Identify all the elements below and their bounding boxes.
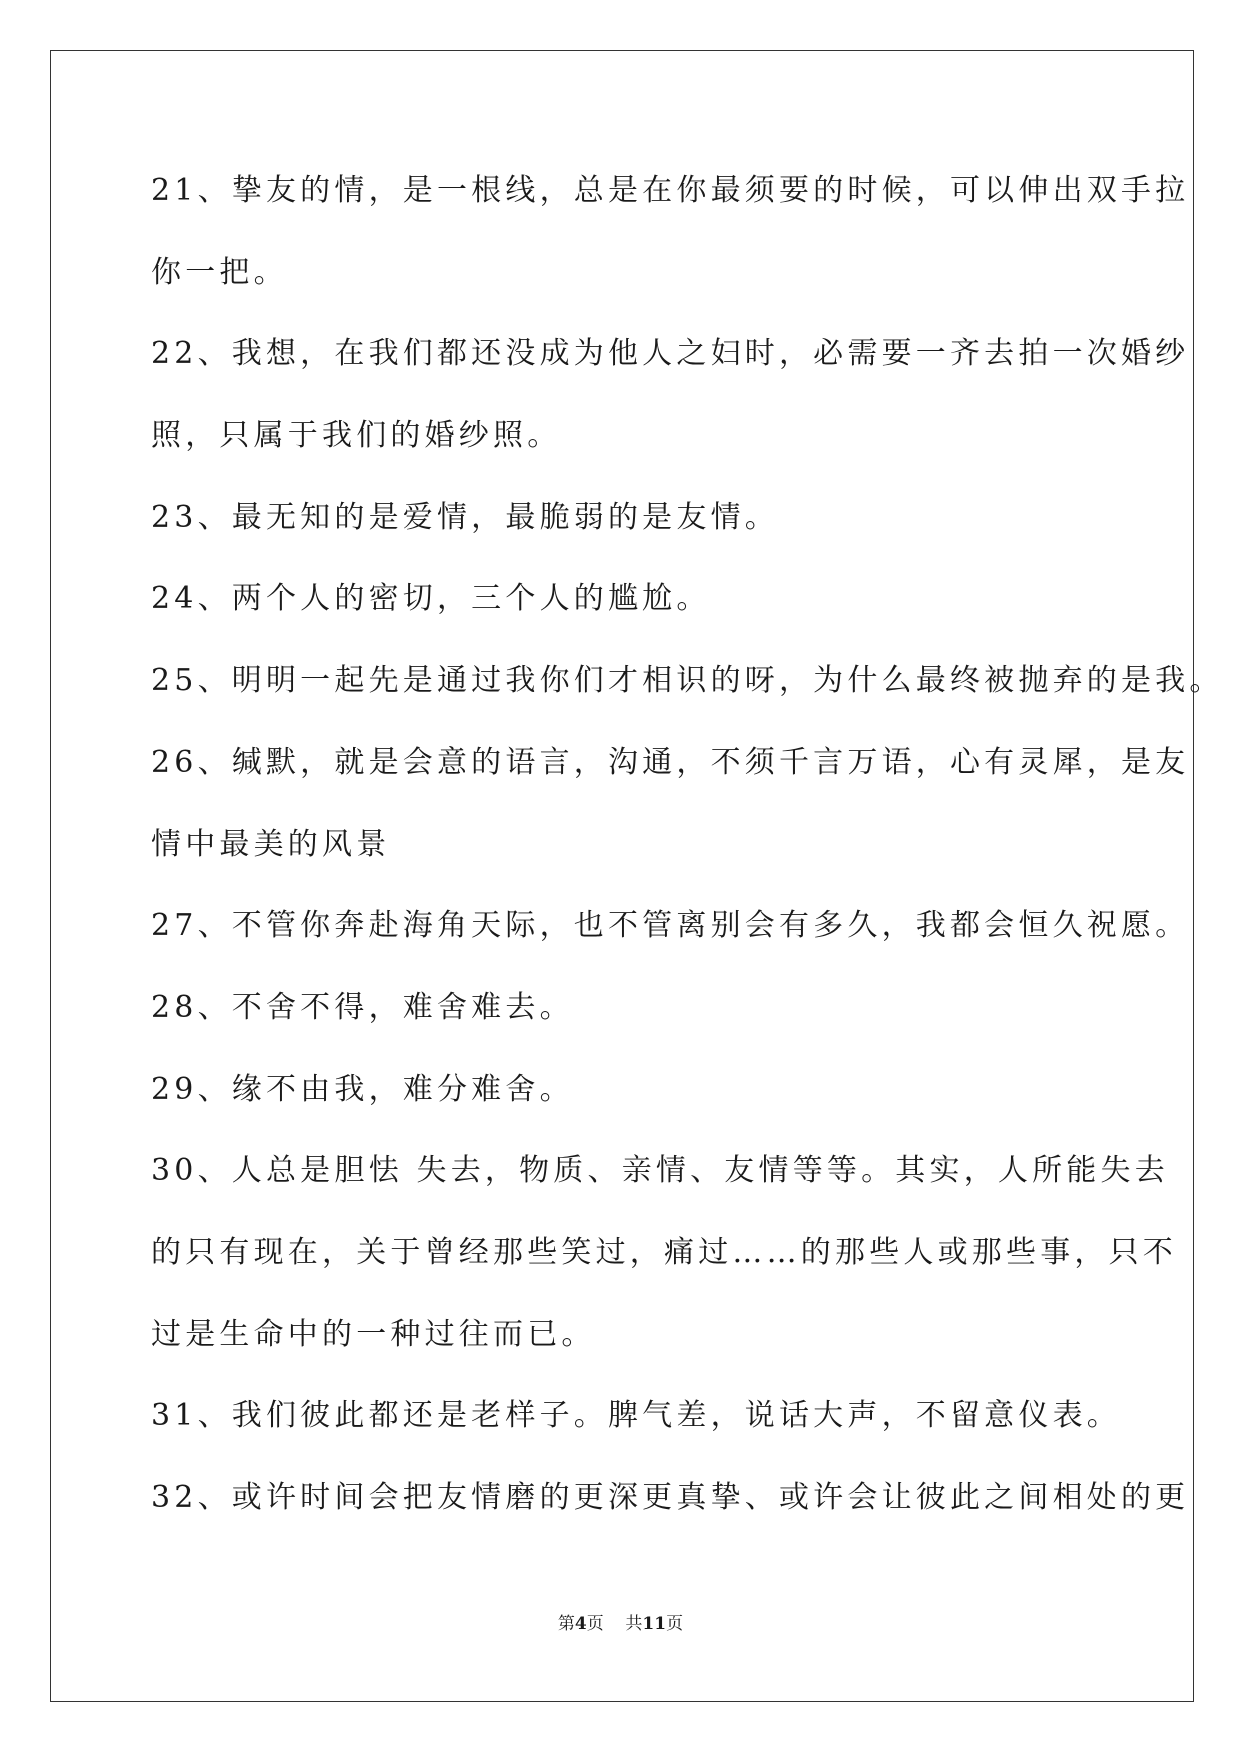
text-line: 的只有现在，关于曾经那些笑过，痛过……的那些人或那些事，只不 [151,1234,1177,1270]
text-line: 26、缄默，就是会意的语言，沟通，不须千言万语，心有灵犀，是友 [151,744,1190,780]
text-line: 25、明明一起先是通过我你们才相识的呀，为什么最终被抛弃的是我。 [151,663,1224,699]
footer-total-pages: 11 [642,1614,667,1634]
document-body [151,161,1224,1550]
footer-page-suffix: 页 [586,1614,604,1634]
text-line: 23、最无知的是爱情，最脆弱的是友情。 [151,499,779,535]
text-line: 32、或许时间会把友情磨的更深更真挚、或许会让彼此之间相处的更 [151,1480,1190,1515]
footer-total-suffix: 页 [666,1614,684,1634]
text-line: 28、不舍不得，难舍难去。 [151,989,574,1025]
text-line: 过是生命中的一种过往而已。 [151,1316,596,1352]
page-footer [0,1612,1241,1636]
text-line: 27、不管你奔赴海角天际，也不管离别会有多久，我都会恒久祝愿。 [151,908,1190,944]
text-line: 24、两个人的密切，三个人的尴尬。 [151,581,711,617]
text-line: 30、人总是胆怯 失去，物质、亲情、友情等等。其实，人所能失去 [151,1153,1169,1189]
text-line: 29、缘不由我，难分难舍。 [151,1071,574,1107]
text-line: 情中最美的风景 [151,826,391,862]
footer-total-prefix: 共 [625,1614,643,1634]
text-line: 21、挚友的情，是一根线，总是在你最须要的时候，可以伸出双手拉 [151,173,1190,208]
text-line: 22、我想，在我们都还没成为他人之妇时，必需要一齐去拍一次婚纱 [151,336,1190,372]
text-line: 照，只属于我们的婚纱照。 [151,418,562,454]
footer-page-prefix: 第 [557,1614,575,1634]
text-line: 你一把。 [151,254,288,290]
footer-page-number: 4 [574,1614,587,1634]
text-line: 31、我们彼此都还是老样子。脾气差，说话大声，不留意仪表。 [151,1398,1121,1434]
